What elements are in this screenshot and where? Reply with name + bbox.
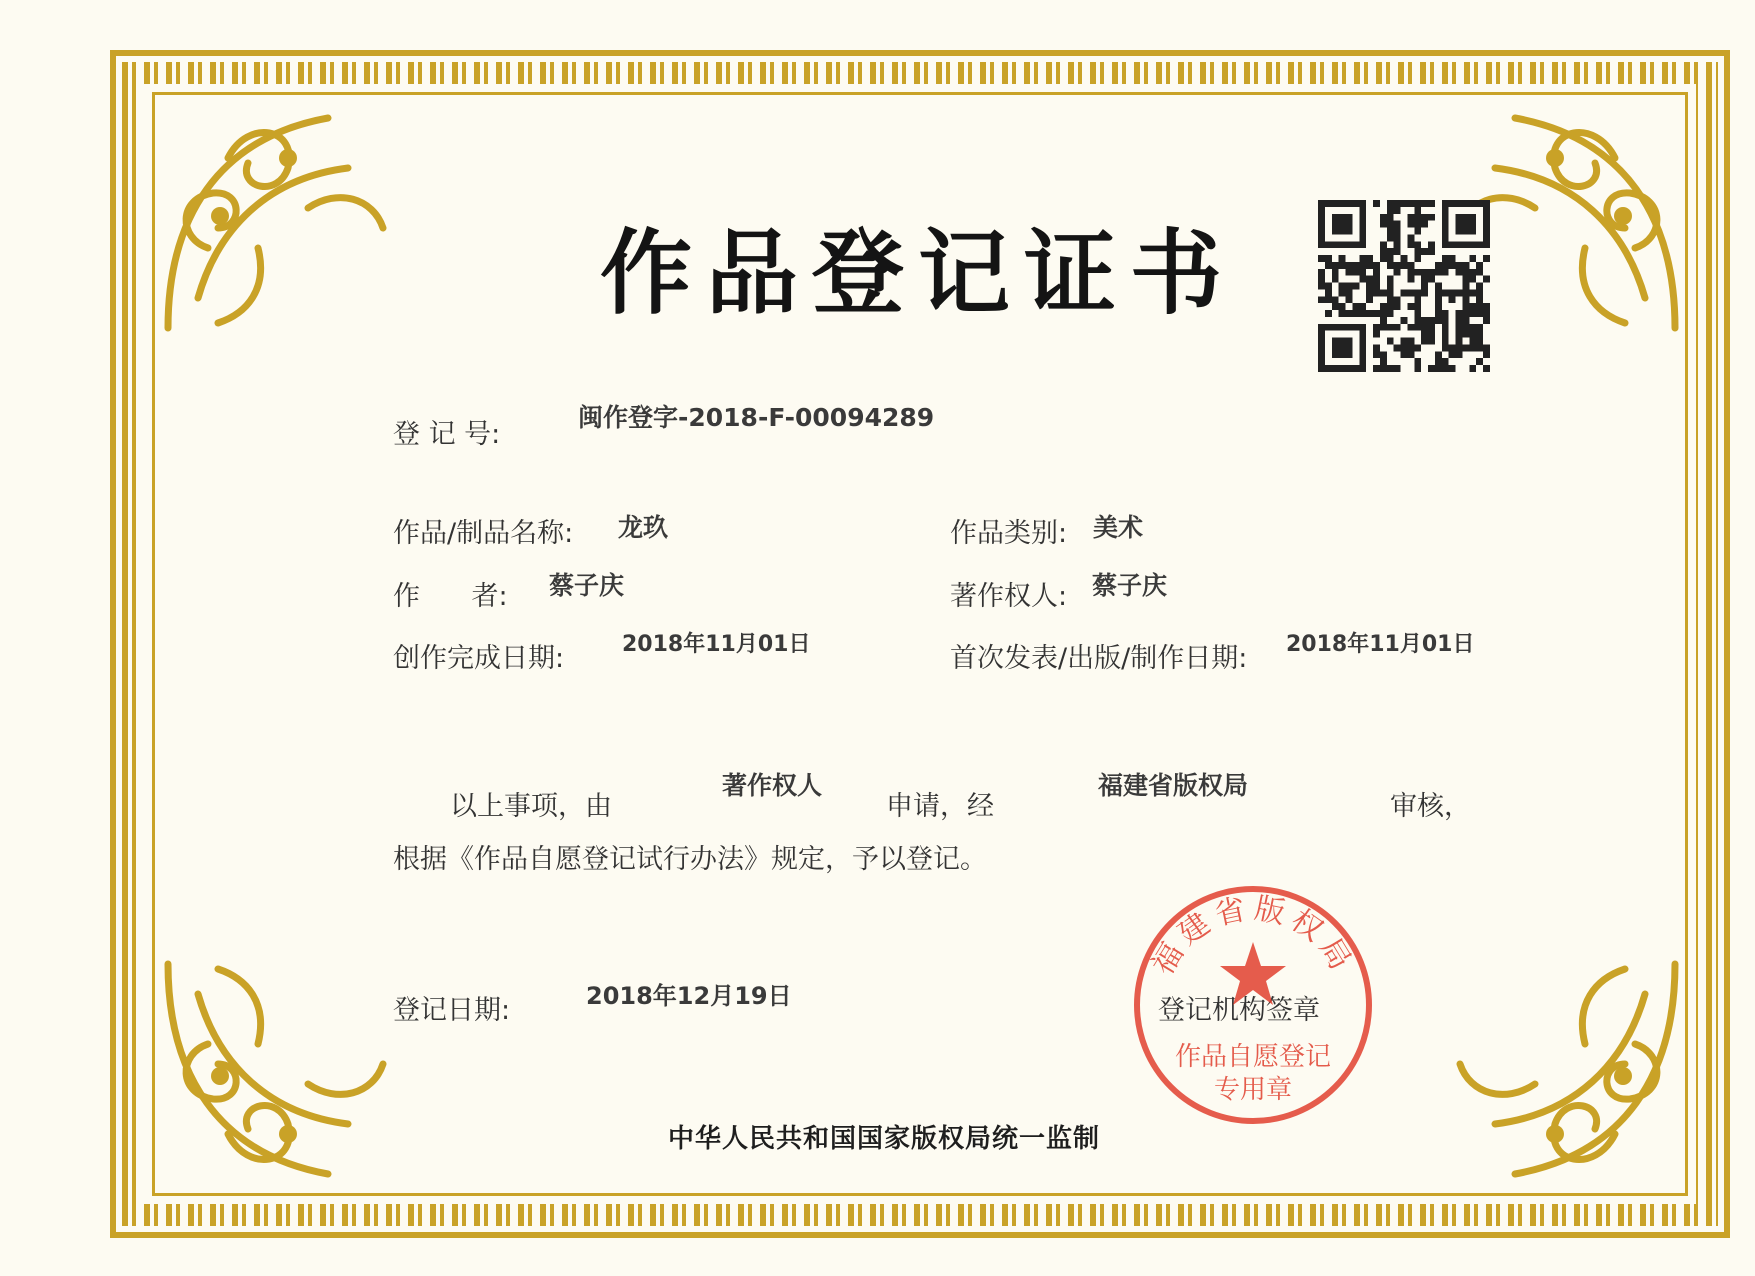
statement-part3: 审核， [1390, 791, 1471, 822]
statement-part1: 以上事项，由 [450, 791, 612, 822]
footer-issuer: 中华人民共和国国家版权局统一监制 [668, 1124, 1101, 1154]
certificate-title: 作品登记证书 [600, 219, 1237, 327]
corner-ornament-icon [158, 954, 398, 1194]
author-value: 蔡子庆 [549, 571, 625, 600]
statement-applicant: 著作权人 [722, 771, 823, 800]
completion-date-value: 2018年11月01日 [622, 632, 811, 657]
seal-line1: 作品自愿登记 [1174, 1042, 1332, 1072]
statement-line2: 根据《作品自愿登记试行办法》规定，予以登记。 [393, 844, 987, 875]
registration-number-value: 闽作登字-2018-F-00094289 [578, 403, 935, 432]
work-name-value: 龙玖 [618, 513, 669, 542]
category-value: 美术 [1093, 513, 1144, 542]
registration-date-label: 登记日期: [393, 995, 511, 1026]
copyright-owner-label: 著作权人: [950, 581, 1068, 612]
author-label: 作 者: [393, 581, 508, 612]
completion-date-label: 创作完成日期: [393, 643, 565, 674]
seal-top-text: 福建省版权局 [1145, 890, 1361, 982]
first-publish-date-label: 首次发表/出版/制作日期: [950, 643, 1248, 674]
corner-ornament-icon [1445, 954, 1685, 1194]
seal-label: 登记机构签章 [1158, 995, 1320, 1026]
first-publish-date-value: 2018年11月01日 [1286, 632, 1475, 657]
corner-ornament-icon [158, 98, 398, 338]
official-seal [1128, 880, 1378, 1130]
registration-date-value: 2018年12月19日 [586, 982, 792, 1010]
registration-number-label: 登 记 号: [393, 419, 501, 450]
statement-part2: 申请，经 [886, 791, 994, 822]
category-label: 作品类别: [950, 518, 1068, 549]
statement-reviewer: 福建省版权局 [1098, 771, 1249, 800]
copyright-owner-value: 蔡子庆 [1092, 571, 1168, 600]
seal-line2: 专用章 [1213, 1075, 1293, 1105]
star-icon [1220, 942, 1286, 1005]
qr-code-icon [1318, 200, 1490, 372]
work-name-label: 作品/制品名称: [393, 518, 574, 549]
